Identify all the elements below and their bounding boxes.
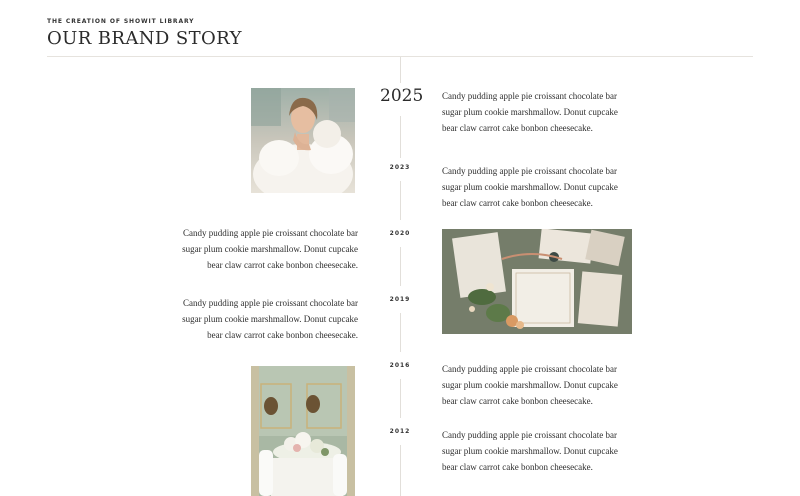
bride-portrait-photo (251, 88, 355, 193)
timeline-line (400, 116, 401, 158)
timeline-text-2025: Candy pudding apple pie croissant chocolate bar sugar plum cookie marshmallow. Donut cupcake bear claw carrot cake bonbon cheesecake. (442, 91, 618, 133)
timeline-line (400, 181, 401, 220)
timeline-text-2023: Candy pudding apple pie croissant chocolate bar sugar plum cookie marshmallow. Donut cupcake bear claw carrot cake bonbon cheesecake. (442, 166, 618, 208)
timeline-text-2012: Candy pudding apple pie croissant chocolate bar sugar plum cookie marshmallow. Donut cupcake bear claw carrot cake bonbon cheesecake. (442, 430, 618, 472)
timeline-year-2019: 2019 (389, 296, 411, 303)
timeline-text-2020: Candy pudding apple pie croissant chocolate bar sugar plum cookie marshmallow. Donut cupcake bear claw carrot cake bonbon cheesecake. (182, 228, 358, 270)
page-eyebrow: THE CREATION OF SHOWIT LIBRARY (47, 18, 195, 25)
invitation-flatlay-photo (442, 229, 632, 334)
timeline-year-2023: 2023 (389, 164, 411, 171)
timeline-line (400, 379, 401, 418)
timeline-year-2016: 2016 (389, 362, 411, 369)
reception-table-photo (251, 366, 355, 496)
timeline-text-2019: Candy pudding apple pie croissant chocolate bar sugar plum cookie marshmallow. Donut cupcake bear claw carrot cake bonbon cheesecake. (182, 298, 358, 340)
timeline-year-2025: 2025 (380, 86, 424, 106)
timeline-text-2016: Candy pudding apple pie croissant chocolate bar sugar plum cookie marshmallow. Donut cupcake bear claw carrot cake bonbon cheesecake. (442, 364, 618, 406)
timeline-year-2020: 2020 (389, 230, 411, 237)
timeline-line (400, 445, 401, 496)
timeline-line (400, 57, 401, 83)
page-title: OUR BRAND STORY (47, 28, 242, 49)
timeline-line (400, 313, 401, 352)
timeline-line (400, 247, 401, 286)
timeline-year-2012: 2012 (389, 428, 411, 435)
